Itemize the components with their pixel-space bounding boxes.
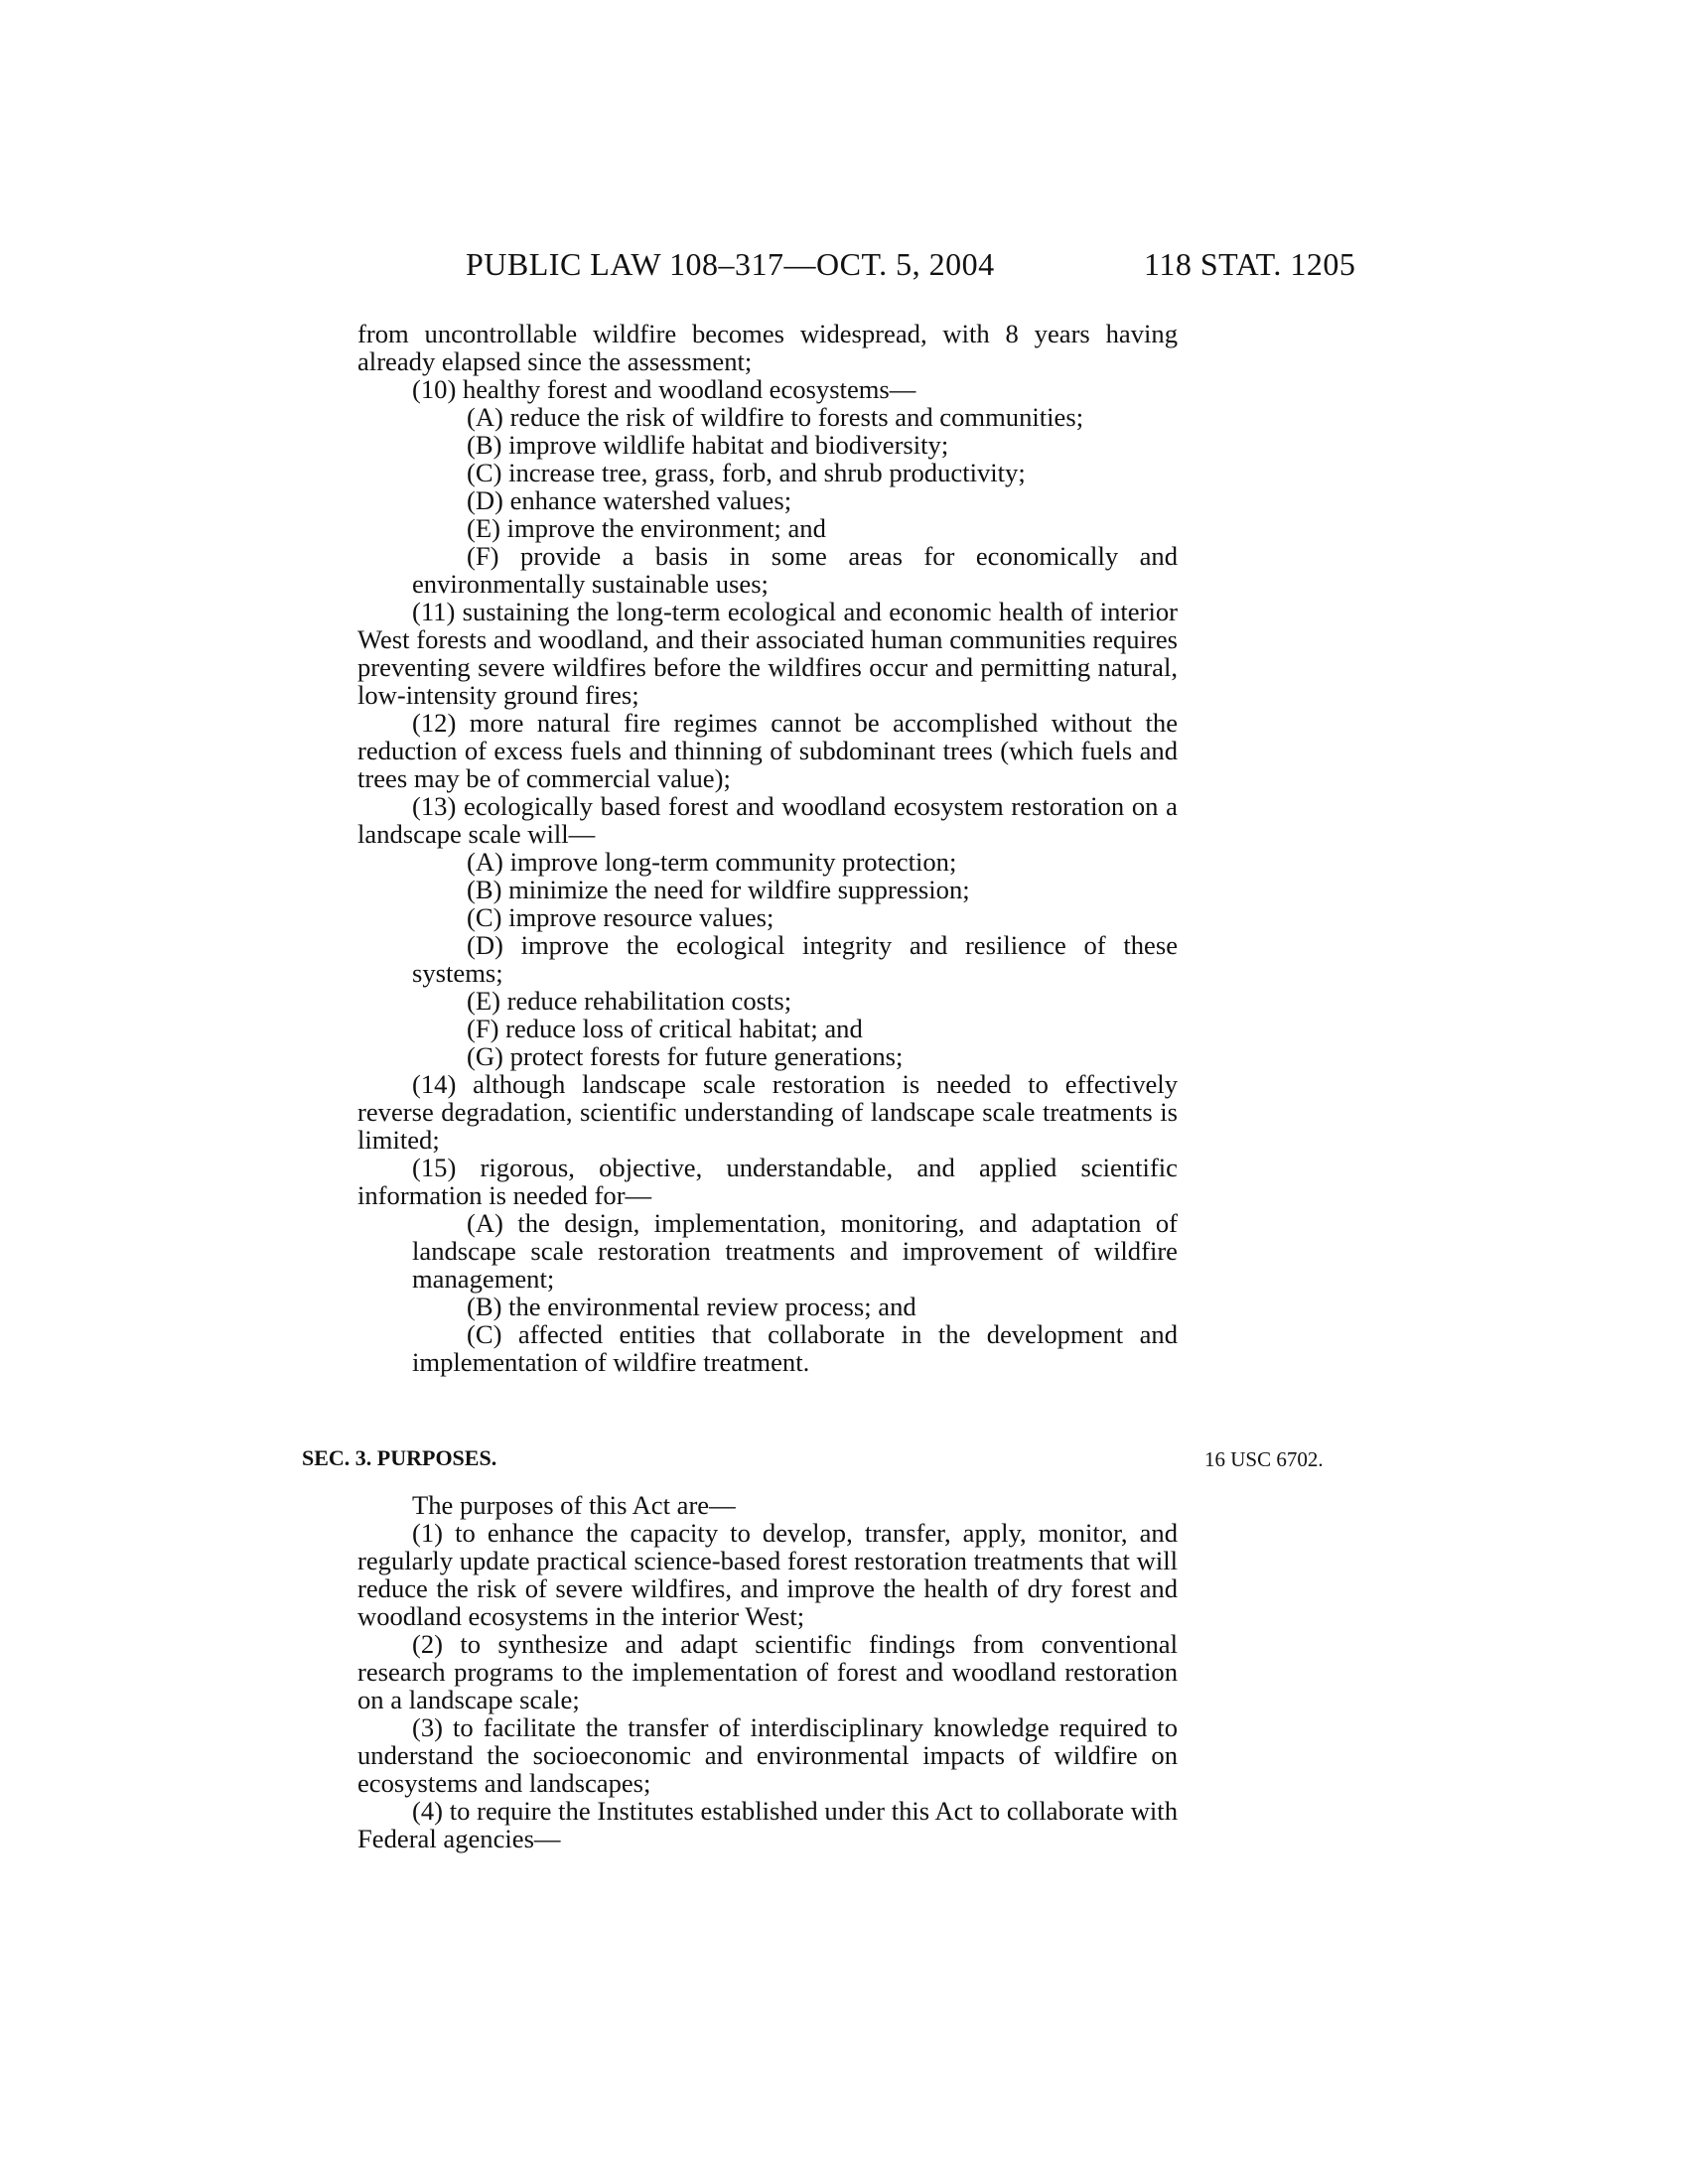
purpose-paragraph: (4) to require the Institutes established under this Act to collaborate with Federal agencies— (357, 1796, 1178, 1853)
finding-paragraph: (D) improve the ecological integrity and resilience of these systems; (412, 930, 1178, 988)
section-heading: SEC. 3. PURPOSES. (302, 1445, 497, 1470)
purpose-paragraph: (1) to enhance the capacity to develop, transfer, apply, monitor, and regularly update practical science-based forest restoration treatments that will reduce the risk of severe wildfires, and improve the health of dry forest and woodland ecosystems in the interior West; (357, 1518, 1178, 1631)
purposes-text-block (357, 1491, 1178, 1852)
finding-paragraph: (F) reduce loss of critical habitat; and (467, 1014, 863, 1043)
finding-paragraph: (B) the environmental review process; and (467, 1292, 916, 1321)
finding-paragraph: (B) improve wildlife habitat and biodiversity; (467, 430, 949, 460)
purpose-paragraph: (3) to facilitate the transfer of interdisciplinary knowledge required to understand the socioeconomic and environmental impacts of wildfire on ecosystems and landscapes; (357, 1712, 1178, 1798)
finding-paragraph: (A) reduce the risk of wildfire to forests and communities; (467, 402, 1084, 432)
finding-paragraph: (G) protect forests for future generations; (467, 1041, 904, 1071)
findings-text-block (357, 320, 1178, 1376)
purpose-paragraph: The purposes of this Act are— (412, 1490, 736, 1520)
finding-paragraph: (12) more natural fire regimes cannot be accomplished without the reduction of excess fuels and thinning of subdominant trees (which fuels and trees may be of commercial value); (357, 708, 1178, 793)
finding-paragraph: (13) ecologically based forest and woodland ecosystem restoration on a landscape scale will— (357, 791, 1178, 849)
finding-paragraph: (C) increase tree, grass, forb, and shrub productivity; (467, 458, 1026, 487)
purpose-paragraph: (2) to synthesize and adapt scientific findings from conventional research programs to the implementation of forest and woodland restoration on a landscape scale; (357, 1629, 1178, 1714)
finding-paragraph: from uncontrollable wildfire becomes widespread, with 8 years having already elapsed since the assessment; (357, 319, 1178, 376)
finding-paragraph: (14) although landscape scale restoration is needed to effectively reverse degradation, scientific understanding of landscape scale treatments is limited; (357, 1069, 1178, 1155)
finding-paragraph: (A) improve long-term community protection; (467, 847, 957, 877)
running-header-stat-citation: 118 STAT. 1205 (1144, 246, 1356, 282)
finding-paragraph: (F) provide a basis in some areas for economically and environmentally sustainable uses; (412, 541, 1178, 599)
finding-paragraph: (E) improve the environment; and (467, 513, 826, 543)
running-header-title: PUBLIC LAW 108–317—OCT. 5, 2004 (466, 246, 995, 282)
finding-paragraph: (B) minimize the need for wildfire suppression; (467, 875, 970, 904)
margin-citation: 16 USC 6702. (1204, 1447, 1324, 1471)
finding-paragraph: (E) reduce rehabilitation costs; (467, 986, 792, 1016)
finding-paragraph: (A) the design, implementation, monitoring, and adaptation of landscape scale restoration treatments and improvement of wildfire management; (412, 1208, 1178, 1294)
finding-paragraph: (15) rigorous, objective, understandable, and applied scientific information is needed for— (357, 1153, 1178, 1210)
finding-paragraph: (11) sustaining the long-term ecological and economic health of interior West forests and woodland, and their associated human communities requires preventing severe wildfires before the wildfires occur and permitting natural, low-intensity ground fires; (357, 597, 1178, 710)
finding-paragraph: (C) improve resource values; (467, 902, 774, 932)
finding-paragraph: (C) affected entities that collaborate in the development and implementation of wildfire treatment. (412, 1319, 1178, 1377)
finding-paragraph: (10) healthy forest and woodland ecosystems— (412, 374, 916, 404)
finding-paragraph: (D) enhance watershed values; (467, 485, 792, 515)
